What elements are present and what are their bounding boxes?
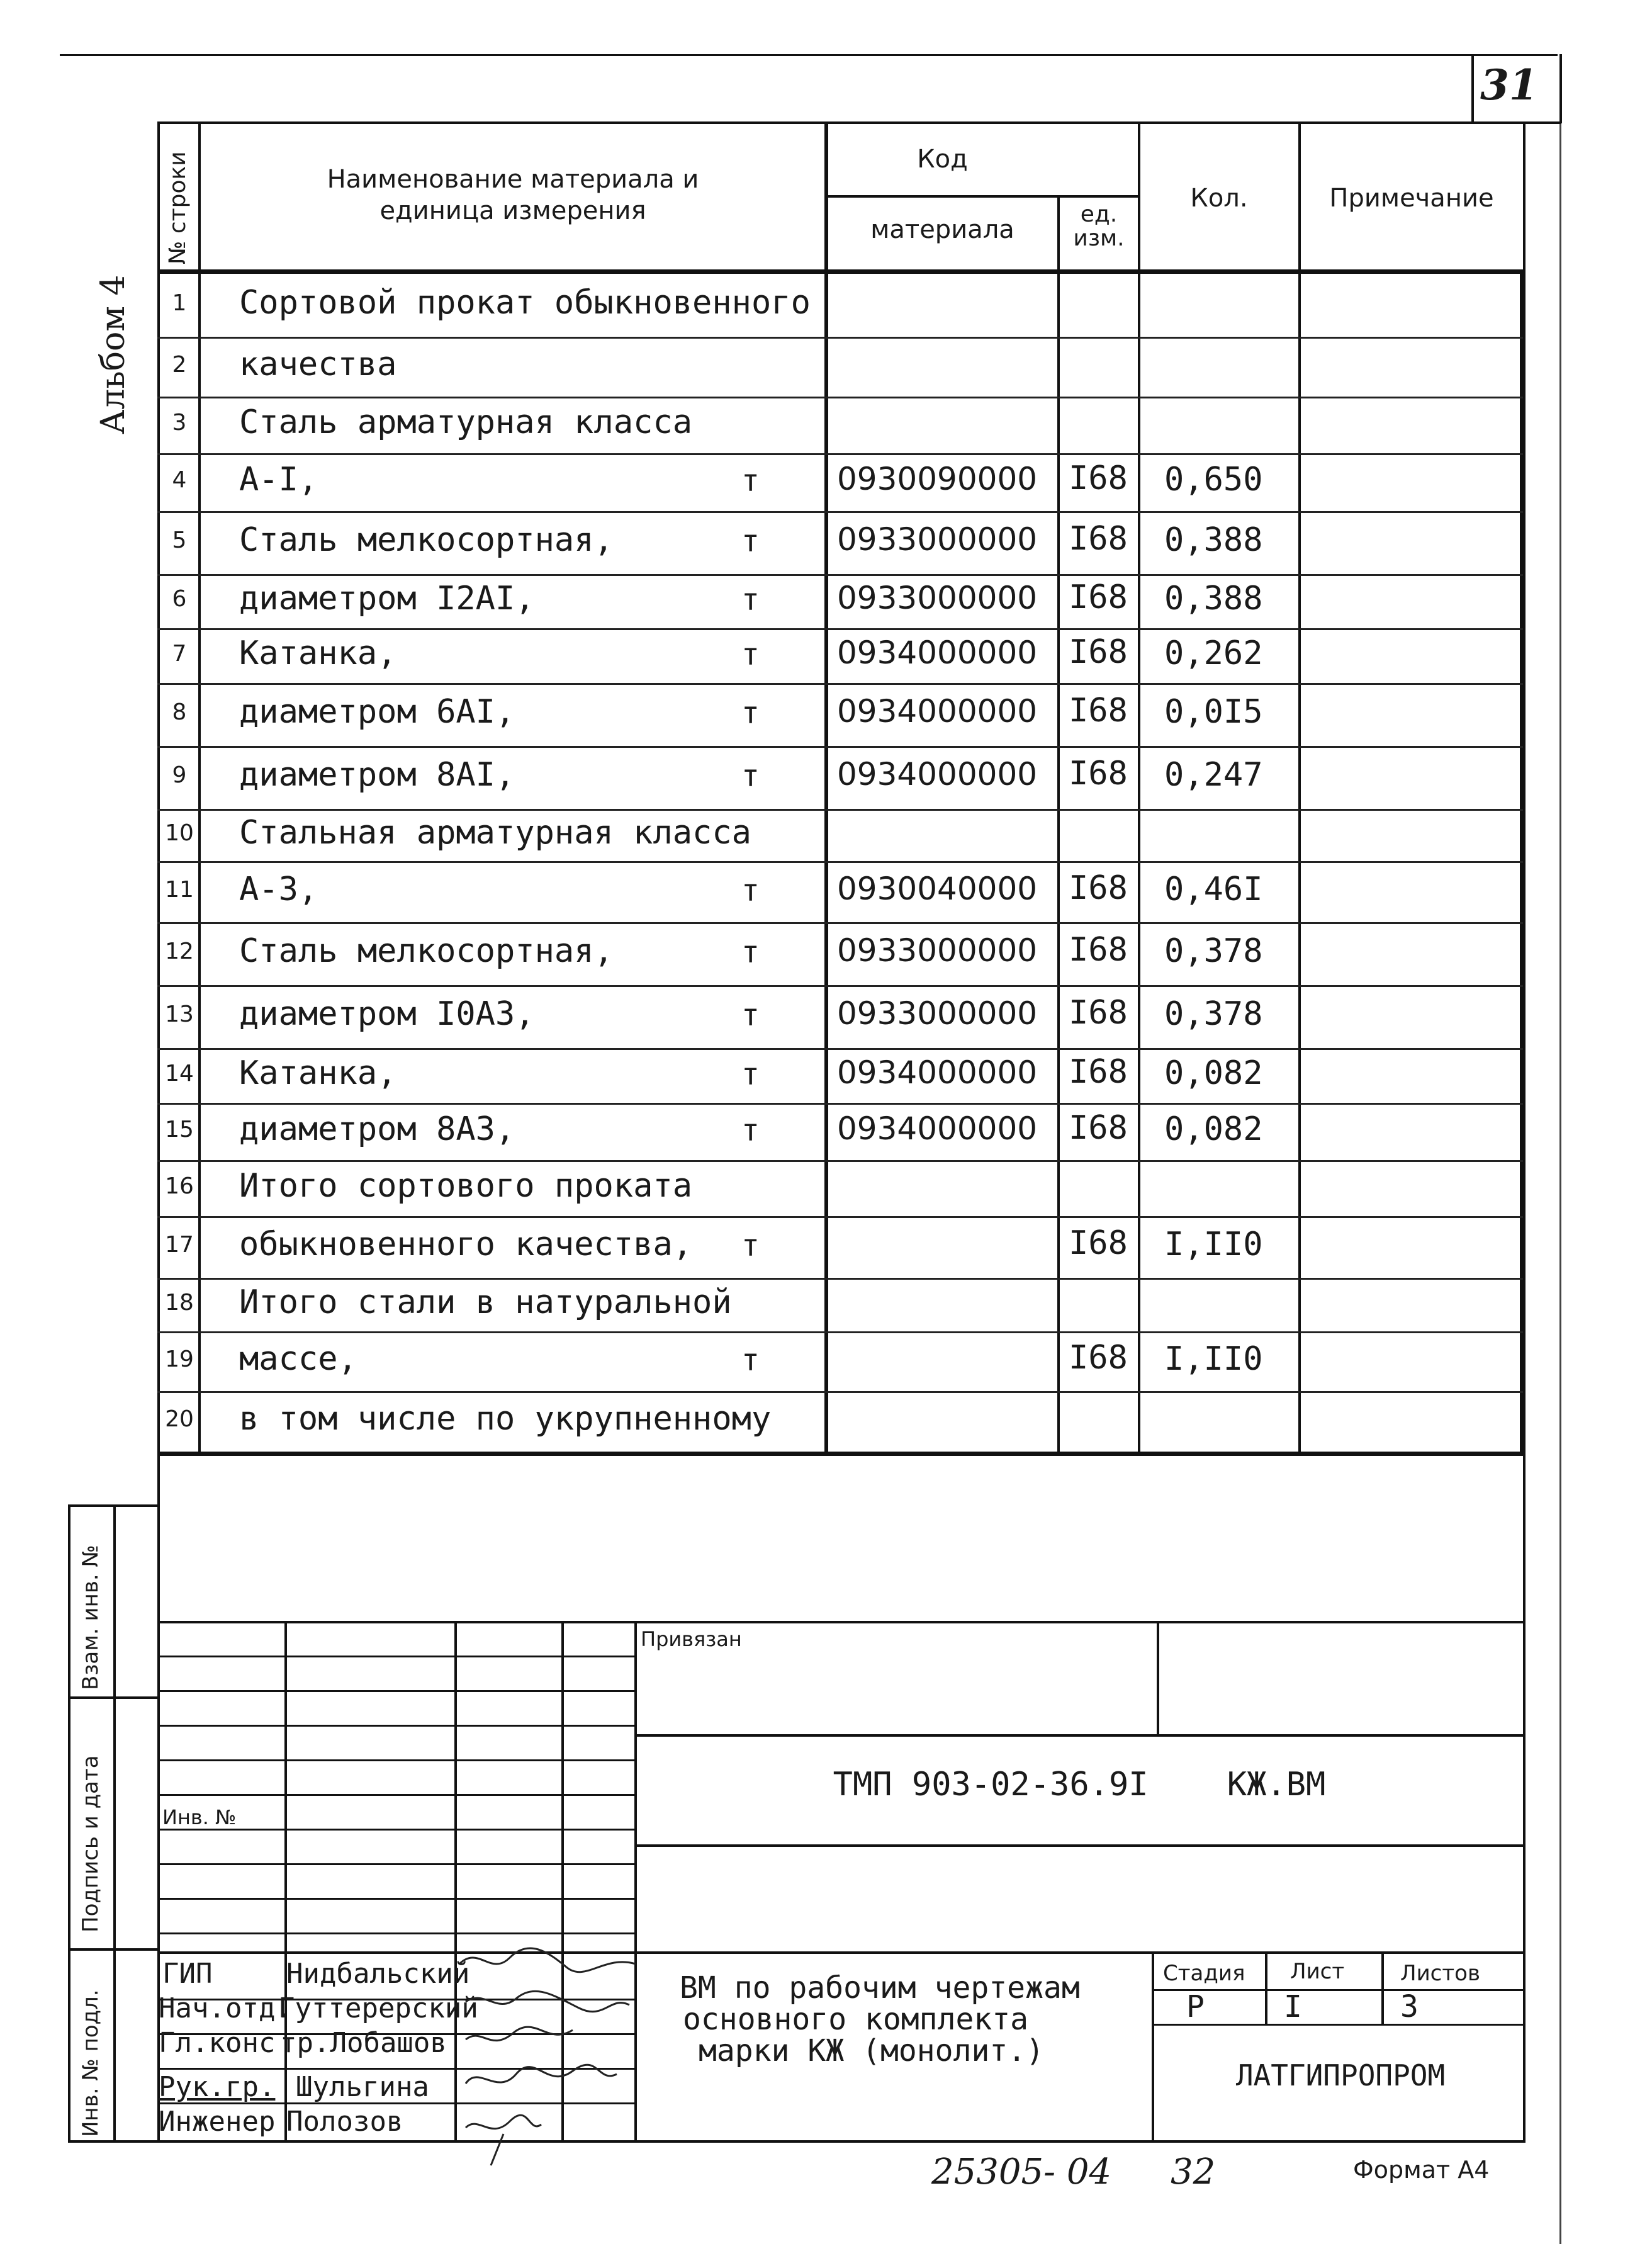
- sheet-label: Лист: [1290, 1959, 1345, 1984]
- row-divider: [157, 1391, 1523, 1393]
- sheet-number: 31: [1480, 60, 1538, 110]
- unit-code: I68: [1069, 1338, 1128, 1377]
- sheets-label: Листов: [1400, 1961, 1481, 1986]
- tb-top: [157, 1621, 1524, 1623]
- quantity: 0,46I: [1164, 870, 1263, 908]
- unit-t: т: [741, 636, 760, 672]
- row-number: 20: [165, 1406, 194, 1432]
- top-rule: [60, 54, 1558, 56]
- stage-row-2: [1152, 2024, 1523, 2026]
- name-gip: Нидбальский: [286, 1958, 470, 1990]
- row-divider: [157, 1048, 1523, 1050]
- name-inzhener: Полозов: [286, 2106, 403, 2138]
- header-sub-line: [824, 195, 1139, 198]
- material-name: Катанка,: [239, 634, 397, 672]
- note-header: Примечание: [1329, 184, 1494, 213]
- inv-podl-label: Инв. № подл.: [78, 1989, 103, 2137]
- row-number: 1: [172, 290, 187, 316]
- sheet-value: I: [1284, 1989, 1302, 2024]
- unit-code: I68: [1069, 1109, 1128, 1147]
- description-line-2: основного комплекта: [683, 2002, 1029, 2037]
- material-code: 0933000000: [837, 932, 1038, 969]
- format-label: Формат А4: [1353, 2156, 1490, 2184]
- row-number: 6: [172, 586, 187, 612]
- unit-t: т: [741, 524, 760, 559]
- quantity: 0,0I5: [1164, 693, 1263, 731]
- quantity: 0,388: [1164, 521, 1263, 559]
- row-divider: [157, 1103, 1523, 1105]
- name-header: Наименование материала и единица измерения: [327, 165, 699, 225]
- row-number: 18: [165, 1289, 194, 1316]
- unit-code: I68: [1069, 931, 1128, 969]
- frame-left: [157, 121, 160, 2142]
- material-name: в том числе по укрупненному: [239, 1400, 772, 1438]
- row-divider: [157, 511, 1523, 513]
- quantity: 0,247: [1164, 756, 1263, 794]
- row-number: 17: [165, 1232, 194, 1258]
- tb-privyaz-bottom: [634, 1734, 1524, 1737]
- unit-code: I68: [1069, 994, 1128, 1032]
- row-divider: [157, 397, 1523, 398]
- col-line-qty: [1138, 121, 1140, 1455]
- quantity: 0,082: [1164, 1110, 1263, 1148]
- description-line-1: ВМ по рабочим чертежам: [680, 1970, 1080, 2006]
- col-line-ed: [1057, 195, 1060, 1454]
- frame-bottom: [68, 2140, 1525, 2143]
- tb-line-b: [157, 1690, 636, 1692]
- material-name: Сталь мелкосортная,: [239, 521, 614, 559]
- description-line-3: марки КЖ (монолит.): [699, 2033, 1045, 2068]
- bottom-page: 32: [1171, 2152, 1216, 2192]
- row-number: 14: [165, 1060, 194, 1086]
- row-divider: [157, 337, 1523, 339]
- tb-line-a: [157, 1656, 636, 1657]
- row-divider: [157, 1160, 1523, 1162]
- row-number: 10: [165, 820, 194, 846]
- row-divider: [157, 574, 1523, 576]
- role-ruk-gr: Рук.гр.: [159, 2071, 276, 2103]
- row-number: 4: [172, 467, 187, 493]
- unit-code: I68: [1069, 520, 1128, 558]
- material-name: Итого сортового проката: [239, 1166, 693, 1205]
- quantity: 0,388: [1164, 580, 1263, 618]
- header-bottom-line: [157, 269, 1524, 274]
- role-nach-otd: Нач.отд.: [159, 1992, 292, 2024]
- name-nach-otd: Гуттерерский: [278, 1992, 478, 2024]
- unit-t: т: [741, 463, 760, 499]
- material-name: Сталь арматурная класса: [239, 403, 693, 441]
- unit-code: I68: [1069, 460, 1128, 497]
- material-code: 0934000000: [837, 756, 1038, 793]
- name-ruk-gr: Шульгина: [296, 2071, 429, 2103]
- material-name: массе,: [239, 1340, 357, 1378]
- col-line-rowno: [198, 121, 201, 1455]
- material-name: диаметром I2АI,: [239, 580, 535, 618]
- material-name: А-I,: [239, 461, 318, 499]
- tb-line-e: [157, 1794, 636, 1796]
- code-header: Код: [917, 145, 968, 174]
- row-number: 19: [165, 1346, 194, 1372]
- unit-code: I68: [1069, 869, 1128, 907]
- row-number: 3: [172, 410, 187, 436]
- role-gip: ГИП: [162, 1958, 213, 1990]
- row-number: 2: [172, 351, 187, 378]
- row-divider: [157, 1331, 1523, 1333]
- unit-t: т: [741, 935, 760, 970]
- tb-col-5: [1157, 1621, 1159, 1734]
- unit-t: т: [741, 1342, 760, 1378]
- sheet-box-left: [1471, 54, 1474, 123]
- quantity: 0,378: [1164, 995, 1263, 1033]
- material-code: 0934000000: [837, 693, 1038, 730]
- material-name: Сортовой прокат обыкновенного: [239, 284, 811, 322]
- row-number: 12: [165, 939, 194, 964]
- row-divider: [157, 1216, 1523, 1218]
- row-number: 5: [172, 528, 187, 553]
- row-number: 9: [172, 762, 187, 788]
- material-name: обыкновенного качества,: [239, 1226, 693, 1263]
- tb-line-c: [157, 1725, 636, 1727]
- role-gl-konstr: Гл.конс: [159, 2027, 276, 2059]
- material-name: Итого стали в натуральной: [239, 1283, 732, 1321]
- row-number: 7: [172, 640, 187, 667]
- unit-t: т: [741, 998, 760, 1033]
- stage-col-1: [1265, 1951, 1267, 2026]
- row-number: 8: [172, 699, 187, 725]
- row-divider: [157, 809, 1523, 811]
- stage-label: Стадия: [1163, 1961, 1245, 1986]
- unit-code: I68: [1069, 1052, 1128, 1091]
- unit-code: I68: [1069, 755, 1128, 793]
- quantity: I,II0: [1164, 1340, 1263, 1378]
- document-code: ТМП 903-02-36.9I КЖ.ВМ: [833, 1766, 1326, 1803]
- material-code: 0930040000: [837, 870, 1038, 907]
- row-divider: [157, 922, 1523, 924]
- code-unit-header: ед. изм.: [1073, 201, 1125, 251]
- material-code: 0933000000: [837, 521, 1038, 558]
- col-line-note: [1298, 121, 1301, 1455]
- quantity: 0,378: [1164, 932, 1263, 970]
- frame-right-outer: [1559, 123, 1561, 2244]
- material-code: 0934000000: [837, 1054, 1038, 1091]
- stamp-col-outer: [68, 1504, 70, 2142]
- material-name: диаметром 6АI,: [239, 693, 515, 731]
- col-line-code: [824, 121, 828, 1455]
- material-name: качества: [239, 345, 397, 383]
- tb-line-i: [157, 1932, 636, 1934]
- material-code: 0933000000: [837, 995, 1038, 1032]
- tb-line-d: [157, 1759, 636, 1761]
- unit-t: т: [741, 696, 760, 731]
- stage-value: Р: [1186, 1989, 1205, 2024]
- organization-name: ЛАТГИПРОПРОМ: [1235, 2058, 1446, 2092]
- stamp-sep-2: [68, 1948, 159, 1951]
- tb-line-j: [157, 1951, 1524, 1954]
- quantity: I,II0: [1164, 1226, 1263, 1263]
- sheets-value: 3: [1400, 1989, 1419, 2024]
- row-number-header: № строки: [165, 151, 191, 264]
- material-name: Сталь мелкосортная,: [239, 932, 614, 970]
- unit-t: т: [741, 1112, 760, 1148]
- name-gl-konstr: тр.Лобашов: [280, 2027, 447, 2059]
- tb-col-1: [284, 1621, 287, 2140]
- row-number: 13: [165, 1001, 194, 1027]
- qty-header: Кол.: [1190, 184, 1248, 213]
- signatures: [453, 1939, 655, 2172]
- stamp-col-top: [68, 1504, 159, 1507]
- material-name: диаметром I0А3,: [239, 995, 535, 1033]
- unit-t: т: [741, 582, 760, 618]
- unit-t: т: [741, 872, 760, 908]
- quantity: 0,262: [1164, 634, 1263, 672]
- unit-code: I68: [1069, 692, 1128, 730]
- unit-code: I68: [1069, 633, 1128, 671]
- material-code: 0930090000: [837, 461, 1038, 497]
- row-divider: [157, 861, 1523, 863]
- table-bottom-line: [157, 1452, 1524, 1456]
- stamp-col-inner: [113, 1504, 116, 2142]
- unit-code: I68: [1069, 1224, 1128, 1262]
- material-name: Катанка,: [239, 1054, 397, 1092]
- unit-t: т: [741, 759, 760, 794]
- frame-top: [157, 121, 1561, 124]
- stage-row-1: [1152, 1989, 1523, 1991]
- vzam-label: Взам. инв. №: [78, 1545, 103, 1690]
- stamp-sep-1: [68, 1696, 159, 1699]
- row-divider: [157, 683, 1523, 685]
- tb-code-bottom: [634, 1844, 1524, 1847]
- row-divider: [157, 1278, 1523, 1280]
- unit-t: т: [741, 1056, 760, 1092]
- inv-no-label: Инв. №: [162, 1805, 237, 1829]
- material-code: 0933000000: [837, 580, 1038, 616]
- role-inzhener: Инженер: [159, 2106, 276, 2138]
- sheet-box-right: [1559, 54, 1562, 123]
- unit-t: т: [741, 1228, 760, 1263]
- privyazan-label: Привязан: [641, 1627, 742, 1651]
- row-number: 11: [165, 876, 194, 903]
- material-code: 0934000000: [837, 1110, 1038, 1147]
- tb-line-g: [157, 1863, 636, 1865]
- code-material-header: материала: [870, 215, 1014, 244]
- bottom-number: 25305- 04: [931, 2152, 1112, 2192]
- tb-line-h: [157, 1898, 636, 1900]
- stage-box-left: [1152, 1951, 1154, 2140]
- row-divider: [157, 628, 1523, 630]
- material-name: Стальная арматурная класса: [239, 813, 751, 852]
- album-label: Альбом 4: [94, 274, 132, 434]
- row-divider: [157, 985, 1523, 987]
- quantity: 0,082: [1164, 1054, 1263, 1092]
- material-name: диаметром 8А3,: [239, 1110, 515, 1148]
- row-divider: [157, 453, 1523, 455]
- stage-col-2: [1381, 1951, 1384, 2026]
- material-name: диаметром 8АI,: [239, 756, 515, 794]
- unit-code: I68: [1069, 578, 1128, 616]
- podpis-label: Подпись и дата: [78, 1755, 103, 1932]
- row-number: 15: [165, 1116, 194, 1142]
- row-number: 16: [165, 1173, 194, 1199]
- material-name: А-3,: [239, 870, 318, 908]
- material-code: 0934000000: [837, 634, 1038, 671]
- row-divider: [157, 746, 1523, 748]
- quantity: 0,650: [1164, 461, 1263, 499]
